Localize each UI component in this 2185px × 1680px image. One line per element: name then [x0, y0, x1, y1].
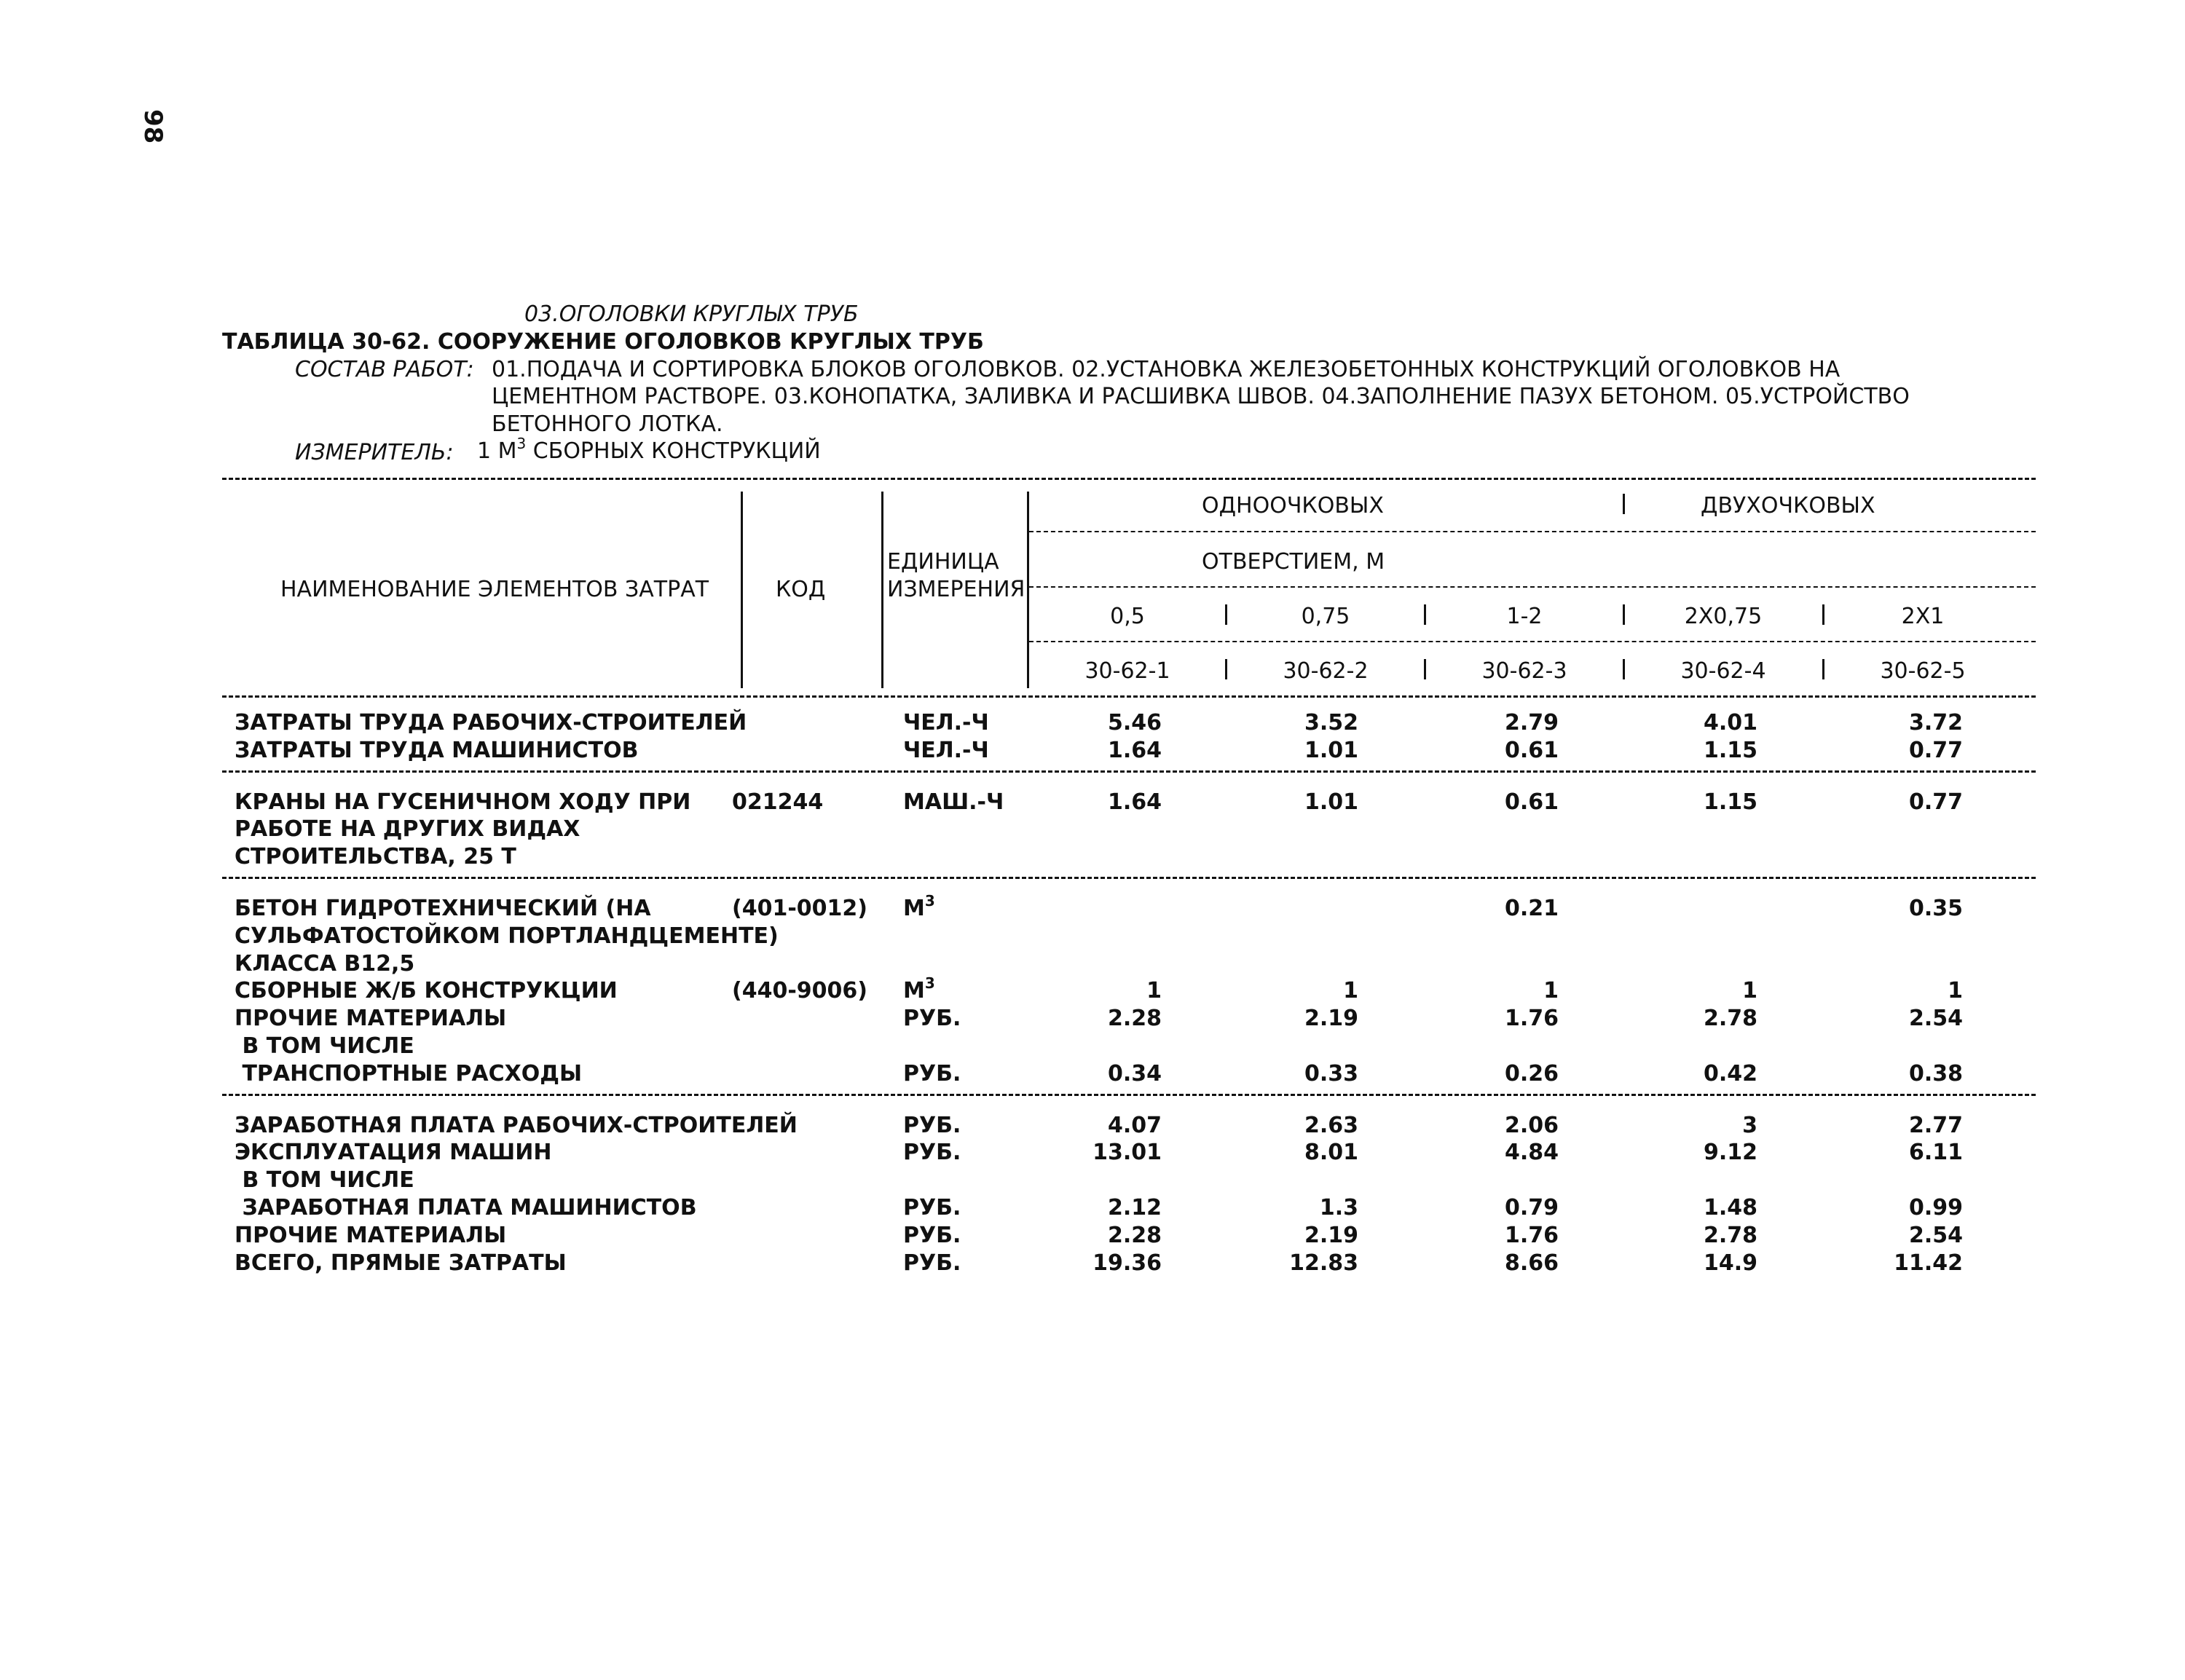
- row-unit: ЧЕЛ.-Ч: [903, 710, 989, 736]
- row-unit: РУБ.: [903, 1112, 961, 1138]
- row-value: 2.54: [1908, 1006, 1963, 1032]
- row-unit: РУБ.: [903, 1060, 961, 1087]
- row-unit: РУБ.: [903, 1195, 961, 1220]
- row-value: 1.64: [1107, 789, 1162, 815]
- row-value: 0.77: [1908, 737, 1963, 763]
- row-value: 0.61: [1504, 737, 1559, 763]
- row-name: СТРОИТЕЛЬСТВА, 25 Т: [235, 844, 516, 870]
- row-value: 1.76: [1504, 1006, 1559, 1032]
- row-name: СУЛЬФАТОСТОЙКОМ ПОРТЛАНДЦЕМЕНТЕ): [235, 923, 779, 949]
- group-divider: [222, 770, 2036, 773]
- row-value: 3.52: [1304, 710, 1358, 736]
- row-value: 2.19: [1304, 1006, 1358, 1032]
- row-name: ПРОЧИЕ МАТЕРИАЛЫ: [235, 1006, 507, 1032]
- row-value: 1.01: [1304, 789, 1358, 815]
- row-unit: РУБ.: [903, 1140, 961, 1166]
- row-value: 2.06: [1504, 1112, 1559, 1138]
- size-2: 0,75: [1301, 604, 1350, 629]
- size-5: 2Х1: [1901, 604, 1945, 629]
- row-value: 0.99: [1908, 1195, 1963, 1220]
- row-name: БЕТОН ГИДРОТЕХНИЧЕСКИЙ (НА: [235, 896, 651, 921]
- row-value: 0.26: [1504, 1060, 1559, 1087]
- header-double: ДВУХОЧКОВЫХ: [1701, 493, 1875, 518]
- row-name: ПРОЧИЕ МАТЕРИАЛЫ: [235, 1222, 507, 1248]
- row-name: СБОРНЫЕ Ж/Б КОНСТРУКЦИИ: [235, 978, 618, 1004]
- row-value: 5.46: [1107, 710, 1162, 736]
- row-value: 0.34: [1107, 1060, 1162, 1087]
- row-value: 1.48: [1703, 1195, 1757, 1220]
- row-value: 0.35: [1908, 896, 1963, 921]
- work-line-1: 01.ПОДАЧА И СОРТИРОВКА БЛОКОВ ОГОЛОВКОВ. 02.УСТАНОВКА ЖЕЛЕЗОБЕТОННЫХ КОНСТРУКЦИЙ ОГОЛОВКОВ НА: [492, 357, 1840, 382]
- row-value: 1.01: [1304, 737, 1358, 763]
- row-unit: $М^3$: [903, 974, 935, 1004]
- row-code: (440-9006): [732, 978, 867, 1004]
- row-value: 2.54: [1908, 1222, 1963, 1248]
- row-value: 9.12: [1703, 1140, 1757, 1166]
- row-value: 2.19: [1304, 1222, 1358, 1248]
- row-value: 0.79: [1504, 1195, 1559, 1220]
- table-title: ТАБЛИЦА 30-62. СООРУЖЕНИЕ ОГОЛОВКОВ КРУГЛЫХ ТРУБ: [222, 329, 984, 355]
- row-value: 2.79: [1504, 710, 1559, 736]
- group-divider: [222, 877, 2036, 879]
- row-name: РАБОТЕ НА ДРУГИХ ВИДАХ: [235, 816, 580, 843]
- header-unit-1: ЕДИНИЦА: [887, 549, 999, 575]
- measure-label: ИЗМЕРИТЕЛЬ:: [295, 440, 454, 465]
- page-number: 98: [138, 109, 168, 144]
- row-name: ТРАНСПОРТНЫЕ РАСХОДЫ: [235, 1060, 583, 1087]
- group-divider: [222, 1094, 2036, 1096]
- row-value: 2.12: [1107, 1195, 1162, 1220]
- row-value: 0.33: [1304, 1060, 1358, 1087]
- code-2: 30-62-2: [1283, 658, 1369, 684]
- code-5: 30-62-5: [1880, 658, 1966, 684]
- row-value: 19.36: [1092, 1250, 1162, 1276]
- row-name: ВСЕГО, ПРЯМЫЕ ЗАТРАТЫ: [235, 1250, 567, 1276]
- row-name: ЭКСПЛУАТАЦИЯ МАШИН: [235, 1140, 552, 1166]
- row-value: 2.28: [1107, 1006, 1162, 1032]
- row-name: В ТОМ ЧИСЛЕ: [235, 1167, 414, 1194]
- row-value: 2.78: [1703, 1006, 1757, 1032]
- row-value: 8.01: [1304, 1140, 1358, 1166]
- work-line-3: БЕТОННОГО ЛОТКА.: [492, 411, 723, 437]
- row-value: 2.78: [1703, 1222, 1757, 1248]
- row-unit: РУБ.: [903, 1006, 961, 1032]
- size-3: 1-2: [1506, 604, 1543, 629]
- row-value: 3.72: [1908, 710, 1963, 736]
- row-value: 4.07: [1107, 1112, 1162, 1138]
- row-value: 1: [1543, 978, 1559, 1004]
- row-value: 1.15: [1703, 737, 1757, 763]
- header-opening: ОТВЕРСТИЕМ, М: [1202, 549, 1385, 575]
- row-value: 0.21: [1504, 896, 1559, 921]
- row-code: (401-0012): [732, 896, 867, 921]
- row-unit: $М^3$: [903, 892, 935, 921]
- row-value: 1: [1146, 978, 1162, 1004]
- row-value: 1.64: [1107, 737, 1162, 763]
- row-unit: ЧЕЛ.-Ч: [903, 737, 989, 763]
- row-name: ЗАТРАТЫ ТРУДА РАБОЧИХ-СТРОИТЕЛЕЙ: [235, 710, 747, 736]
- row-name: КРАНЫ НА ГУСЕНИЧНОМ ХОДУ ПРИ: [235, 789, 691, 815]
- code-1: 30-62-1: [1084, 658, 1170, 684]
- work-line-2: ЦЕМЕНТНОМ РАСТВОРЕ. 03.КОНОПАТКА, ЗАЛИВКА И РАСШИВКА ШВОВ. 04.ЗАПОЛНЕНИЕ ПАЗУХ БЕТОНОМ. 05.УСТРОЙСТВО: [492, 384, 1910, 409]
- code-4: 30-62-4: [1680, 658, 1766, 684]
- row-name: ЗАРАБОТНАЯ ПЛАТА РАБОЧИХ-СТРОИТЕЛЕЙ: [235, 1112, 798, 1138]
- row-value: 8.66: [1504, 1250, 1559, 1276]
- row-value: 0.38: [1908, 1060, 1963, 1087]
- header-code: КОД: [776, 577, 826, 602]
- size-1: 0,5: [1110, 604, 1145, 629]
- row-value: 4.84: [1504, 1140, 1559, 1166]
- row-value: 11.42: [1894, 1250, 1963, 1276]
- row-unit: РУБ.: [903, 1222, 961, 1248]
- row-value: 0.42: [1703, 1060, 1757, 1087]
- row-value: 13.01: [1092, 1140, 1162, 1166]
- row-value: 1: [1343, 978, 1358, 1004]
- row-name: В ТОМ ЧИСЛЕ: [235, 1033, 414, 1059]
- size-4: 2Х0,75: [1684, 604, 1763, 629]
- measure-value: 1 $М^3$ СБОРНЫХ КОНСТРУКЦИЙ: [477, 435, 821, 464]
- header-name: НАИМЕНОВАНИЕ ЭЛЕМЕНТОВ ЗАТРАТ: [280, 577, 709, 602]
- row-value: 2.28: [1107, 1222, 1162, 1248]
- row-value: 3: [1742, 1112, 1757, 1138]
- work-label: СОСТАВ РАБОТ:: [295, 357, 474, 382]
- row-value: 2.63: [1304, 1112, 1358, 1138]
- row-value: 14.9: [1703, 1250, 1757, 1276]
- row-unit: МАШ.-Ч: [903, 789, 1004, 815]
- row-value: 0.61: [1504, 789, 1559, 815]
- row-name: КЛАССА В12,5: [235, 950, 415, 977]
- row-value: 6.11: [1908, 1140, 1963, 1166]
- row-name: ЗАТРАТЫ ТРУДА МАШИНИСТОВ: [235, 737, 639, 763]
- row-value: 1.3: [1319, 1195, 1358, 1220]
- code-3: 30-62-3: [1481, 658, 1567, 684]
- row-value: 1: [1742, 978, 1757, 1004]
- row-name: ЗАРАБОТНАЯ ПЛАТА МАШИНИСТОВ: [235, 1195, 697, 1220]
- header-unit-2: ИЗМЕРЕНИЯ: [887, 577, 1025, 602]
- row-value: 1.76: [1504, 1222, 1559, 1248]
- section-title: 03.ОГОЛОВКИ КРУГЛЫХ ТРУБ: [524, 301, 859, 327]
- row-value: 12.83: [1289, 1250, 1358, 1276]
- row-value: 1: [1948, 978, 1963, 1004]
- row-value: 1.15: [1703, 789, 1757, 815]
- row-unit: РУБ.: [903, 1250, 961, 1276]
- header-single: ОДНООЧКОВЫХ: [1202, 493, 1384, 518]
- row-value: 2.77: [1908, 1112, 1963, 1138]
- row-code: 021244: [732, 789, 824, 815]
- row-value: 0.77: [1908, 789, 1963, 815]
- row-value: 4.01: [1703, 710, 1757, 736]
